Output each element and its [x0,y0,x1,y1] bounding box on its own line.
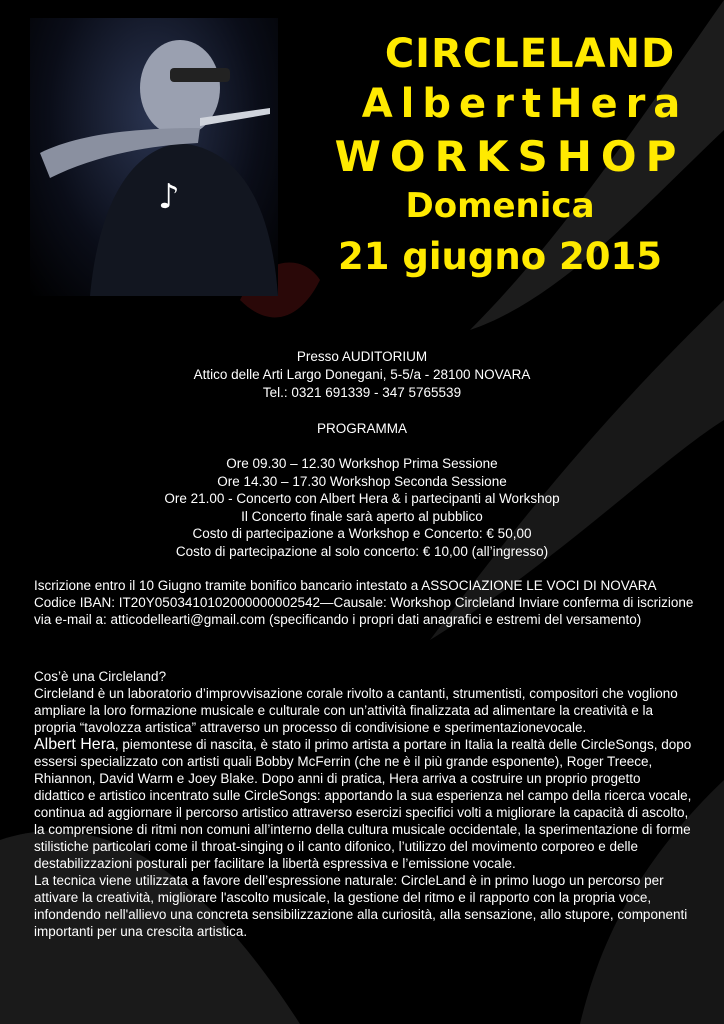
schedule-line: Ore 14.30 – 17.30 Workshop Seconda Sessione [217,473,507,489]
performer-photo [30,18,278,296]
title-day: Domenica [405,186,595,226]
event-title [295,30,724,286]
venue-phone: Tel.: 0321 691339 - 347 5765539 [262,385,462,400]
venue-address: Attico delle Arti Largo Donegani, 5-5/a - 28100 NOVARA [193,367,531,382]
artist-name: Albert Hera [34,736,115,753]
about-paragraph-2 [34,736,694,872]
title-date: 21 giugno 2015 [338,235,662,278]
title-artist: AlbertHera [361,81,689,127]
schedule-line: Ore 21.00 - Concerto con Albert Hera & i partecipanti al Workshop [164,491,560,506]
venue-info [0,348,724,402]
title-circleland: CIRCLELAND [384,31,676,77]
schedule-line: Il Concerto finale sarà aperto al pubblico [241,508,483,524]
artist-bio: , piemontese di nascita, è stato il primo artista a portare in Italia la realtà delle CircleSongs, dopo essersi specializzato con artisti quali Bobby McFerrin (che ne è il più grande esponente), Roger Treece, Rhiannon, David Warm e Joey Blake. Dopo anni di pratica, Hera arriva a costruire un proprio progetto didattico e artistico incentrato sulle CircleSongs: apportando la sua esperienza nel campo della ricerca vocale, continua ad aggiornare il percorso artistico attraverso esercizi specifici volti a migliorare la capacità di ascolto, la comprensione di ritmi non comuni all’interno della cultura musicale occidentale, la sperimentazione di forme stilistiche particolari come il throat-singing o il canto difonico, l’utilizzo del movimento corporeo e delle destabilizzazioni posturali per facilitare la libertà espressiva e l’emissione vocale. [34,737,692,871]
registration-info: Iscrizione entro il 10 Giugno tramite bonifico bancario intestato a ASSOCIAZIONE LE VOCI DI NOVARA Codice IBAN: IT20Y0503410102000000002542—Causale: Workshop Circleland Inviare conferma di iscrizione via e-mail a: atticodellearti@gmail.com (specificando i propri dati anagrafici e estremi del versamento) [34,578,694,627]
title-workshop: WORKSHOP [334,132,686,181]
about-paragraph-1: Circleland è un laboratorio d’improvvisazione corale rivolto a cantanti, strumentisti, compositori che vogliono ampliare la loro formazione musicale e culturale con un’attività finalizzata ad alimentare la creatività e la propria “tavolozza artistica” attraverso un processo di condivisione e sperimentazionevocale. [34,686,678,735]
programma-schedule [0,455,724,560]
about-paragraph-3: La tecnica viene utilizzata a favore dell’espressione naturale: CircleLand è in primo luogo un percorso per attivare la creatività, migliorare l'ascolto musicale, la gestione del ritmo e il rapporto con la propria voce, infondendo nell'allievo una concreta sensibilizzazione alla curiosità, alla sensazione, allo stupore, componenti importanti per una crescita artistica. [34,873,688,939]
schedule-line: Ore 09.30 – 12.30 Workshop Prima Sessione [226,456,498,471]
schedule-line: Costo di partecipazione a Workshop e Concerto: € 50,00 [192,526,532,541]
about-section [34,668,694,940]
svg-text:♪: ♪ [158,177,180,217]
about-question: Cos’è una Circleland? [34,669,167,684]
venue-name: Presso AUDITORIUM [296,349,428,364]
schedule-line: Costo di partecipazione al solo concerto: € 10,00 (all’ingresso) [175,543,549,559]
programma-heading: PROGRAMMA [316,421,407,436]
